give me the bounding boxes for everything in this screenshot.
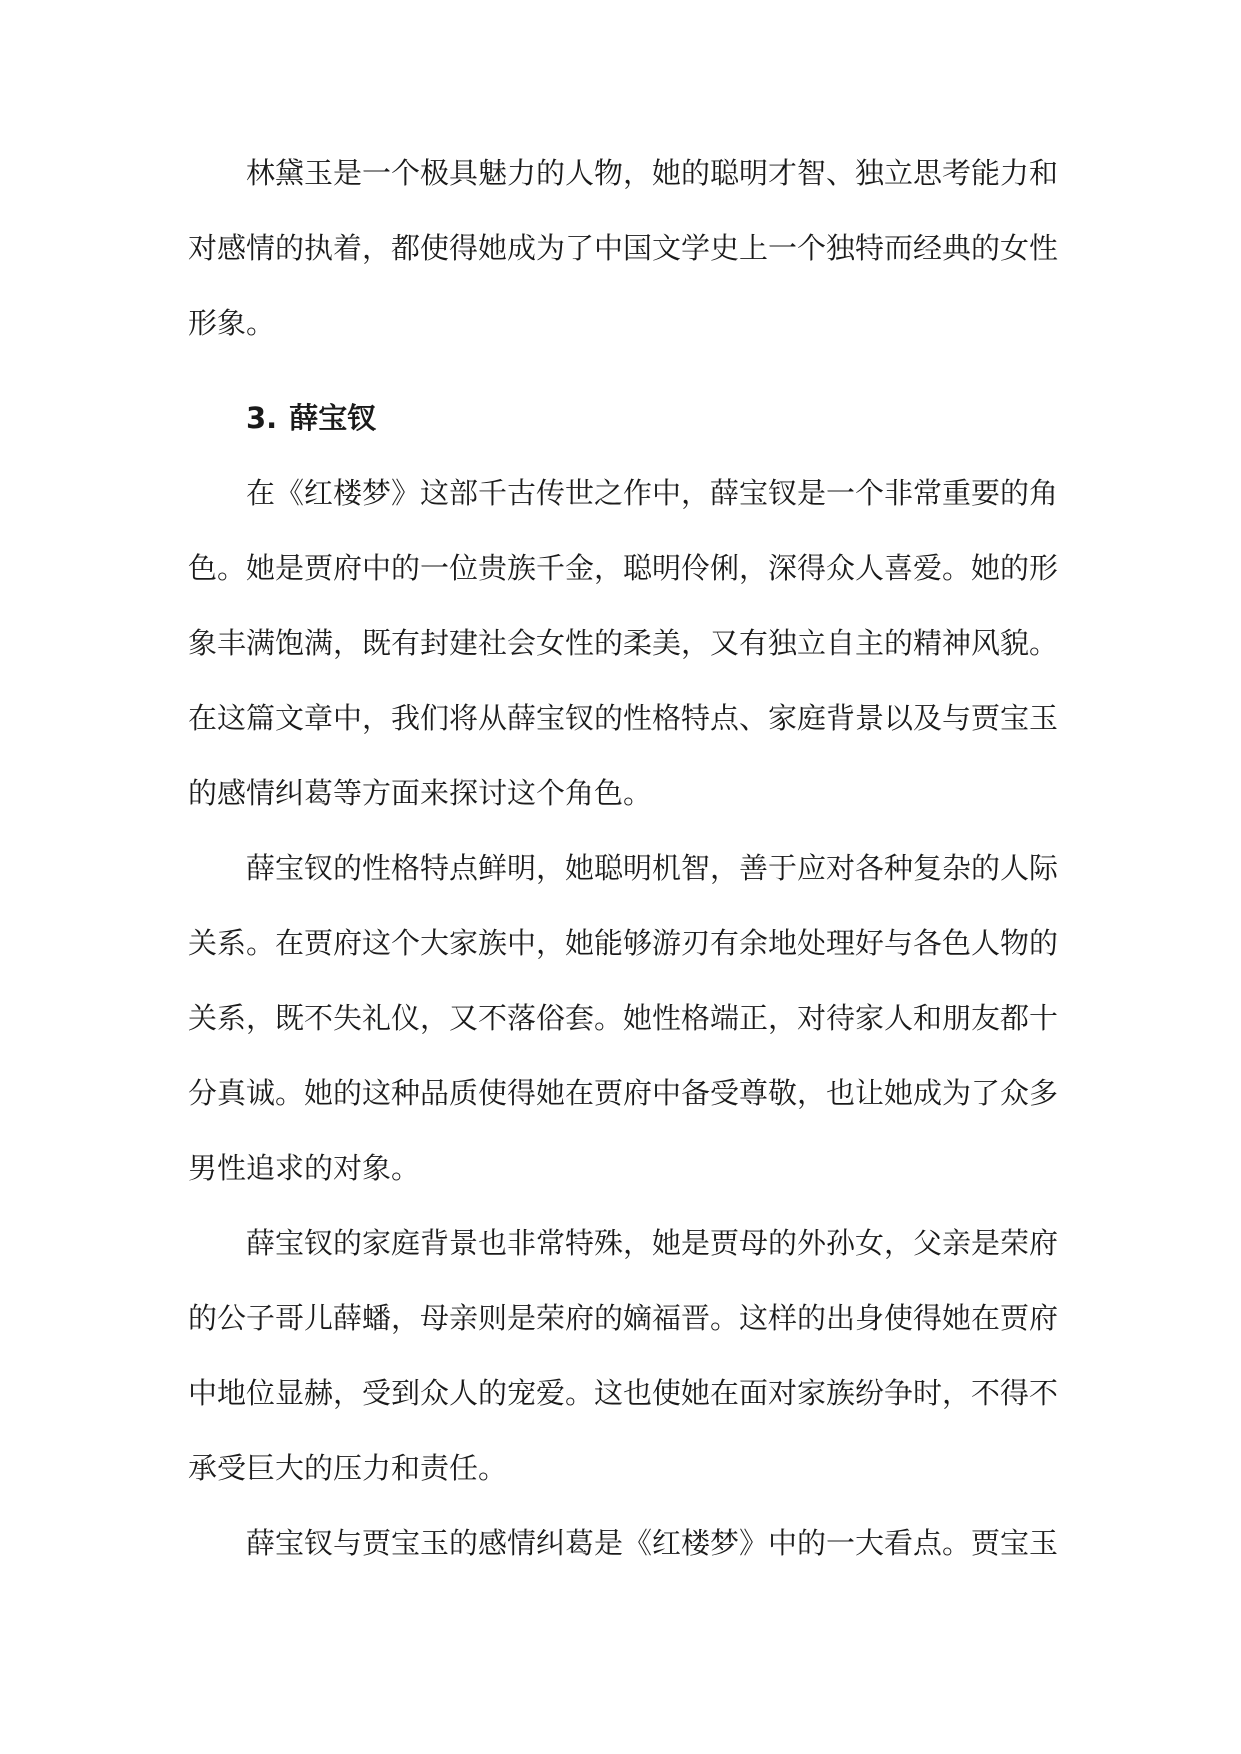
paragraph-relationship: 薛宝钗与贾宝玉的感情纠葛是《红楼梦》中的一大看点。贾宝玉 (246, 1526, 1059, 1560)
paragraph-family: 薛宝钗的家庭背景也非常特殊，她是贾母的外孙女，父亲是荣府的公子哥儿薛蟠，母亲则是荣府的嫡福晋。这样的出身使得她在贾府中地位显赫，受到众人的宠爱。这也使她在面对家族纷争时，不得不承受巨大的压力和责任。 (188, 1226, 1059, 1485)
document-body (188, 136, 1058, 1581)
section-title: 薛宝钗 (289, 401, 377, 435)
paragraph-personality: 薛宝钗的性格特点鲜明，她聪明机智，善于应对各种复杂的人际关系。在贾府这个大家族中，她能够游刃有余地处理好与各色人物的关系，既不失礼仪，又不落俗套。她性格端正，对待家人和朋友都十分真诚。她的这种品质使得她在贾府中备受尊敬，也让她成为了众多男性追求的对象。 (188, 851, 1059, 1185)
paragraph-lin-daiyu-summary: 林黛玉是一个极具魅力的人物，她的聪明才智、独立思考能力和对感情的执着，都使得她成为了中国文学史上一个独特而经典的女性形象。 (188, 156, 1059, 340)
section-heading (188, 361, 1058, 456)
paragraph-intro: 在《红楼梦》这部千古传世之作中，薛宝钗是一个非常重要的角色。她是贾府中的一位贵族千金，聪明伶俐，深得众人喜爱。她的形象丰满饱满，既有封建社会女性的柔美，又有独立自主的精神风貌。在这篇文章中，我们将从薛宝钗的性格特点、家庭背景以及与贾宝玉的感情纠葛等方面来探讨这个角色。 (188, 476, 1059, 810)
section-number: 3. (246, 401, 278, 435)
